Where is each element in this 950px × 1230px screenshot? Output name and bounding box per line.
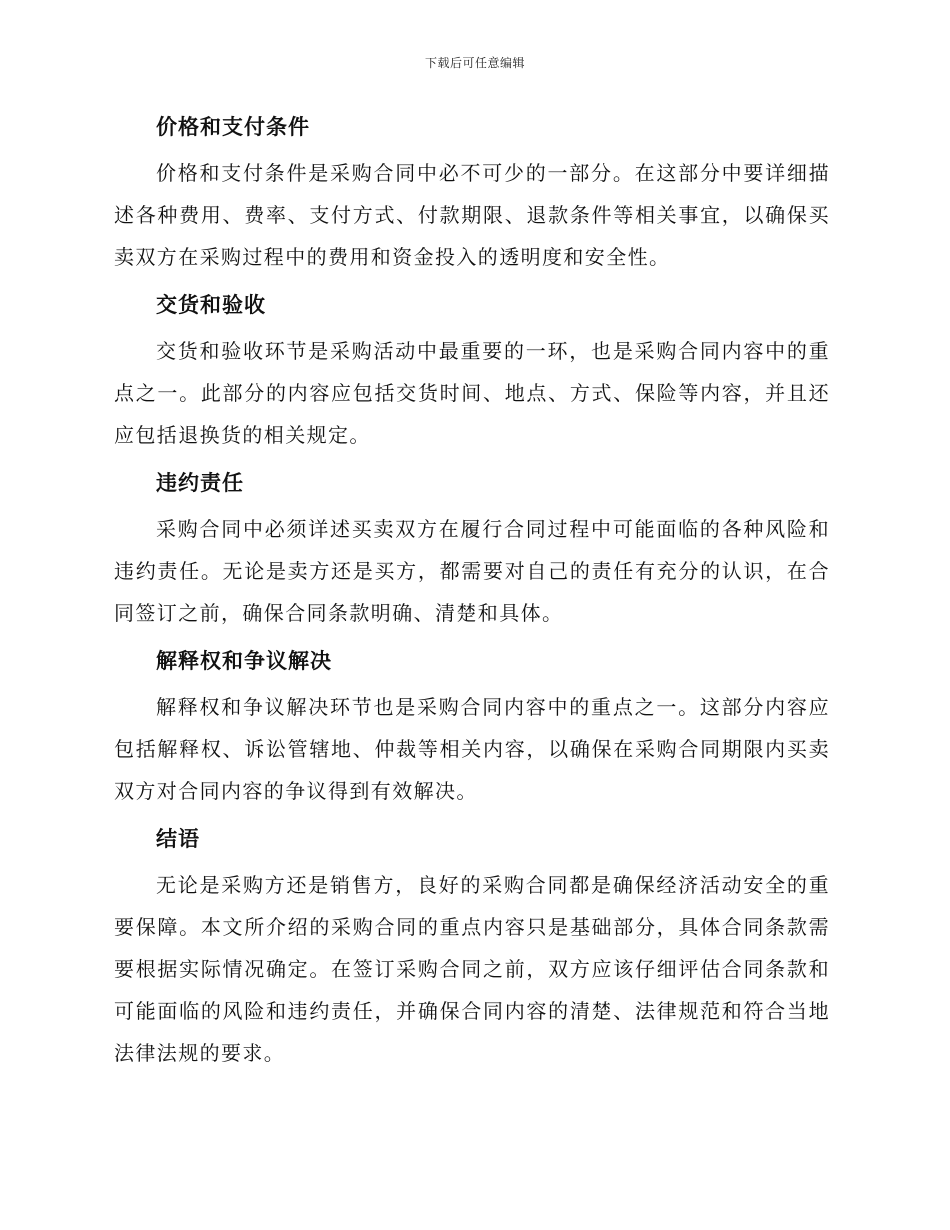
section-body-disputes: 解释权和争议解决环节也是采购合同内容中的重点之一。这部分内容应包括解释权、诉讼管辖地、仲裁等相关内容，以确保在采购合同期限内买卖双方对合同内容的争议得到有效解决。 <box>114 695 830 803</box>
page-header: 下载后可任意编辑 <box>424 56 525 70</box>
section-body-delivery: 交货和验收环节是采购活动中最重要的一环，也是采购合同内容中的重点之一。此部分的内容应包括交货时间、地点、方式、保险等内容，并且还应包括退换货的相关规定。 <box>114 339 830 447</box>
section-heading-conclusion: 结语 <box>156 827 200 851</box>
section-body-liability: 采购合同中必须详述买卖双方在履行合同过程中可能面临的各种风险和违约责任。无论是卖方还是买方，都需要对自己的责任有充分的认识，在合同签订之前，确保合同条款明确、清楚和具体。 <box>114 517 830 625</box>
section-body-conclusion: 无论是采购方还是销售方，良好的采购合同都是确保经济活动安全的重要保障。本文所介绍的采购合同的重点内容只是基础部分，具体合同条款需要根据实际情况确定。在签订采购合同之前，双方应该仔细评估合同条款和可能面临的风险和违约责任，并确保合同内容的清楚、法律规范和符合当地法律法规的要求。 <box>114 873 830 1065</box>
section-heading-pricing: 价格和支付条件 <box>156 115 310 139</box>
document-body <box>114 108 830 1082</box>
section-heading-liability: 违约责任 <box>156 471 244 495</box>
section-body-pricing: 价格和支付条件是采购合同中必不可少的一部分。在这部分中要详细描述各种费用、费率、支付方式、付款期限、退款条件等相关事宜，以确保买卖双方在采购过程中的费用和资金投入的透明度和安全性。 <box>114 161 830 269</box>
section-heading-disputes: 解释权和争议解决 <box>156 649 332 673</box>
section-heading-delivery: 交货和验收 <box>156 293 266 317</box>
